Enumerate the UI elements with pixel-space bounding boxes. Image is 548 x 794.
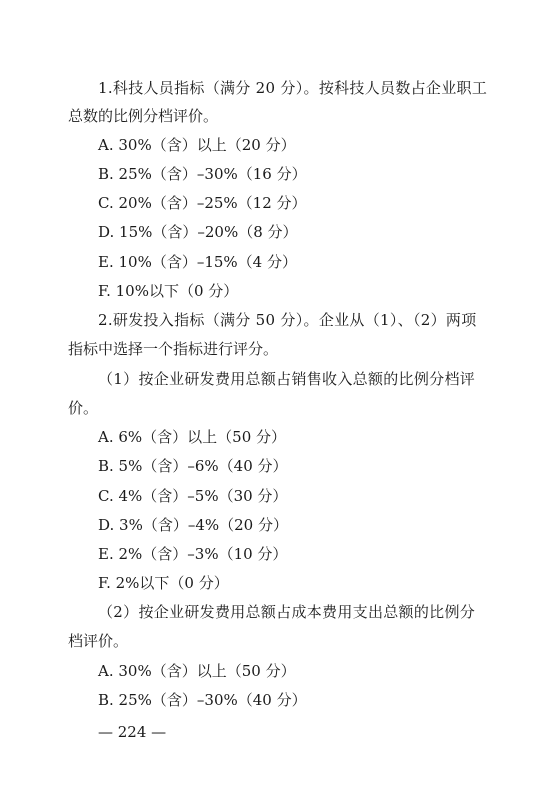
section2-sub1-option-e: E. 2%（含）–3%（10 分）: [98, 545, 288, 563]
section2-sub1-line2: 价。: [68, 399, 99, 417]
section2-sub2-option-b: B. 25%（含）–30%（40 分）: [98, 691, 307, 709]
section2-sub1-option-a: A. 6%（含）以上（50 分）: [98, 428, 287, 446]
section2-sub2-line1: （2）按企业研发费用总额占成本费用支出总额的比例分: [98, 603, 476, 621]
section2-heading-line2: 指标中选择一个指标进行评分。: [68, 340, 279, 358]
section2-sub1-option-f: F. 2%以下（0 分）: [98, 574, 229, 592]
section2-sub1-option-c: C. 4%（含）–5%（30 分）: [98, 487, 288, 505]
section1-option-b: B. 25%（含）–30%（16 分）: [98, 165, 307, 183]
section1-option-d: D. 15%（含）–20%（8 分）: [98, 223, 298, 241]
section2-sub2-line2: 档评价。: [68, 632, 129, 650]
section2-sub2-option-a: A. 30%（含）以上（50 分）: [98, 662, 296, 680]
section1-heading-line1: 1.科技人员指标（满分 20 分）。按科技人员数占企业职工: [98, 79, 488, 97]
section1-option-e: E. 10%（含）–15%（4 分）: [98, 253, 297, 271]
section1-option-f: F. 10%以下（0 分）: [98, 282, 239, 300]
section2-sub1-option-b: B. 5%（含）–6%（40 分）: [98, 457, 288, 475]
section2-heading-line1: 2.研发投入指标（满分 50 分）。企业从（1）、（2）两项: [98, 311, 477, 329]
section1-option-a: A. 30%（含）以上（20 分）: [98, 136, 296, 154]
section2-sub1-option-d: D. 3%（含）–4%（20 分）: [98, 516, 288, 534]
page-number: — 224 —: [98, 723, 167, 741]
section1-heading-line2: 总数的比例分档评价。: [68, 107, 219, 125]
section2-sub1-line1: （1）按企业研发费用总额占销售收入总额的比例分档评: [98, 370, 476, 388]
section1-option-c: C. 20%（含）–25%（12 分）: [98, 194, 307, 212]
